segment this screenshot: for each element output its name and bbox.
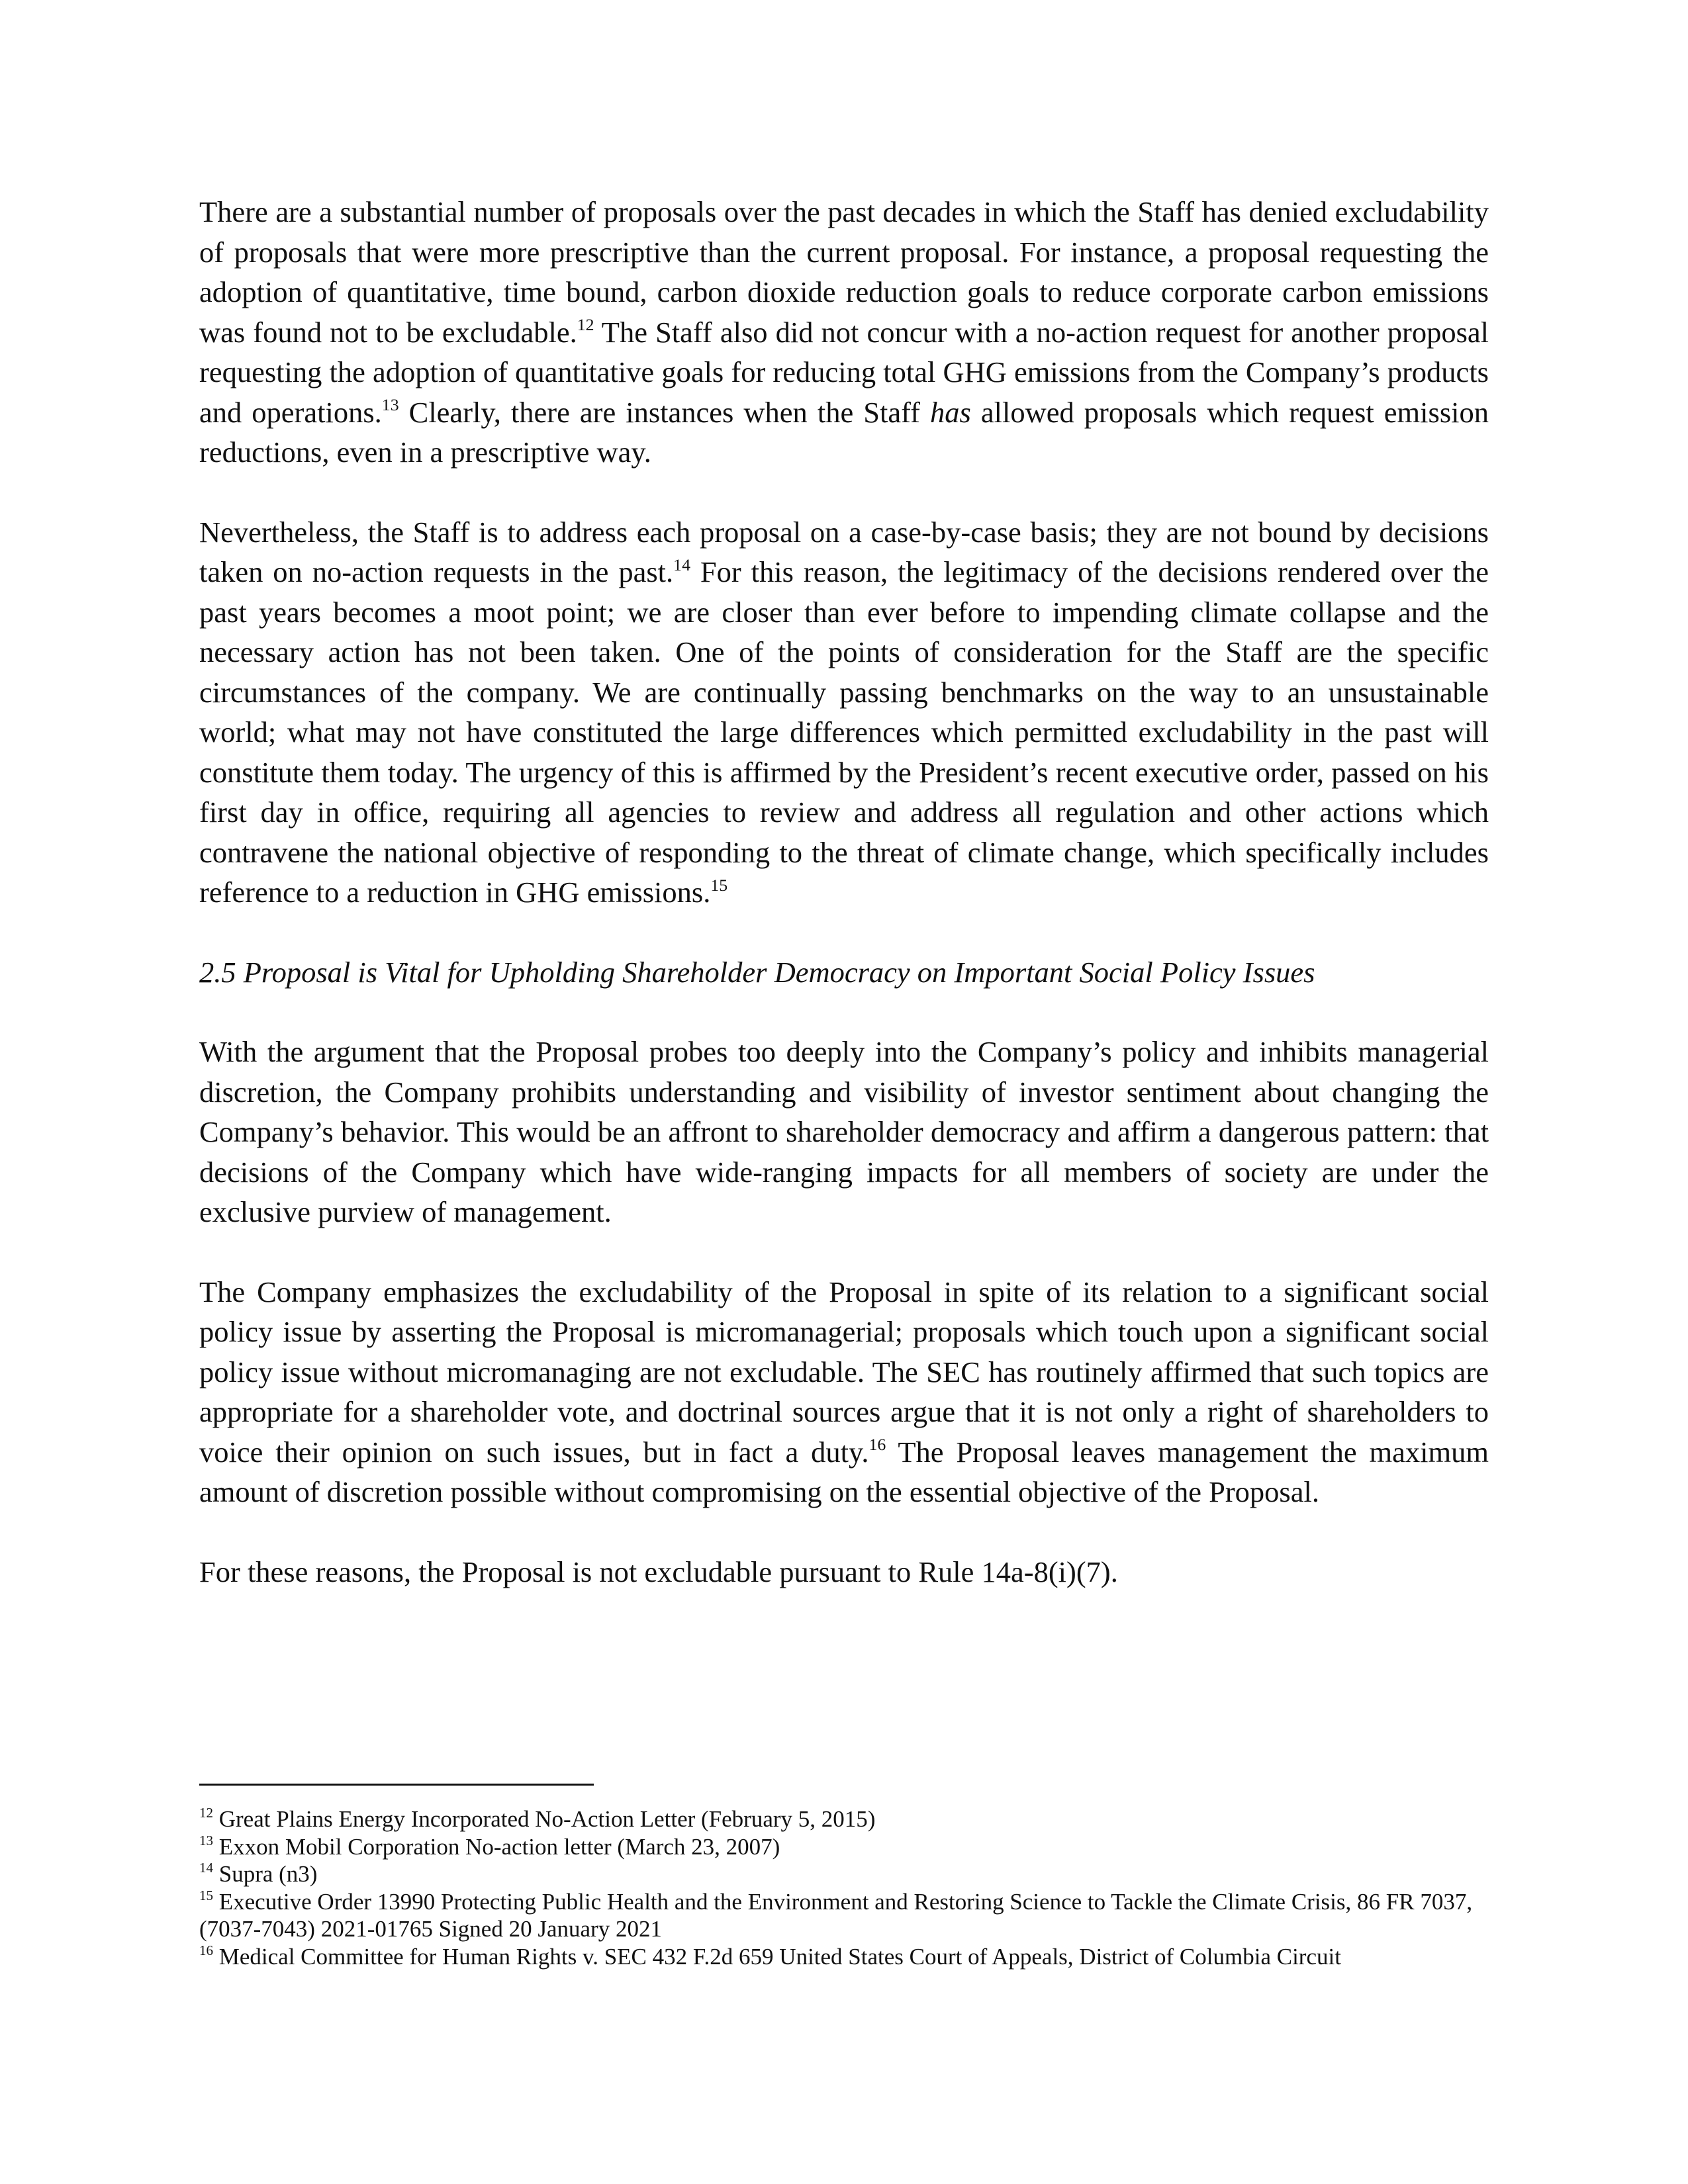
footnote-ref-12: 12 bbox=[577, 315, 594, 335]
document-body bbox=[199, 192, 1489, 1592]
paragraph-text: Nevertheless, the Staff is to address each proposal on a case-by-case basis; they are not bound by decisions taken on no-action requests in the past. bbox=[199, 515, 1489, 588]
paragraph-text: The Proposal leaves management the maximum amount of discretion possible without compromising on the essential objective of the Proposal. bbox=[199, 1435, 1489, 1508]
emphasis-has: has bbox=[930, 395, 971, 429]
footnote-number: 12 bbox=[199, 1805, 213, 1821]
footnote-divider bbox=[199, 1784, 594, 1786]
footnotes-section bbox=[199, 1784, 1489, 1970]
footnote-13 bbox=[199, 1833, 1489, 1861]
paragraph-text: The Company emphasizes the excludability of the Proposal in spite of its relation to a significant social policy issue by asserting the Proposal is micromanagerial; proposals which touch upon a significant social policy issue without micromanaging are not excludable. The SEC has routinely affirmed that such topics are appropriate for a shareholder vote, and doctrinal sources argue that it is not only a right of shareholders to voice their opinion on such issues, but in fact a duty. bbox=[199, 1275, 1489, 1469]
footnote-16 bbox=[199, 1943, 1489, 1971]
paragraph-text: The Staff also did not concur with a no-action request for another proposal requesting the adoption of quantitative goals for reducing total GHG emissions from the Company’s products and operations. bbox=[199, 315, 1489, 429]
footnote-number: 15 bbox=[199, 1887, 213, 1903]
footnote-text: Great Plains Energy Incorporated No-Action Letter (February 5, 2015) bbox=[213, 1806, 876, 1832]
section-heading-2-5: 2.5 Proposal is Vital for Upholding Shareholder Democracy on Important Social Policy Issues bbox=[199, 955, 1315, 989]
footnote-number: 13 bbox=[199, 1832, 213, 1848]
paragraph-shareholder-democracy: With the argument that the Proposal probes too deeply into the Company’s policy and inhibits managerial discretion, the Company prohibits understanding and visibility of investor sentiment about changing the Company’s behavior. This would be an affront to shareholder democracy and affirm a dangerous pattern: that decisions of the Company which have wide-ranging impacts for all members of society are under the exclusive purview of management. bbox=[199, 1035, 1489, 1228]
footnote-12 bbox=[199, 1805, 1489, 1833]
footnote-ref-15: 15 bbox=[710, 875, 728, 895]
footnote-text: Exxon Mobil Corporation No-action letter (March 23, 2007) bbox=[213, 1833, 780, 1860]
paragraph-text: For this reason, the legitimacy of the decisions rendered over the past years becomes a moot point; we are closer than ever before to impending climate collapse and the necessary action has not been taken. One of the points of consideration for the Staff are the specific circumstances of the company. We are continually passing benchmarks on the way to an unsustainable world; what may not have constituted the large differences which permitted excludability in the past will constitute them today. The urgency of this is affirmed by the President’s recent executive order, passed on his first day in office, requiring all agencies to review and address all regulation and other actions which contravene the national objective of responding to the threat of climate change, which specifically includes reference to a reduction in GHG emissions. bbox=[199, 555, 1489, 909]
footnote-ref-14: 14 bbox=[673, 555, 690, 574]
paragraph-prescriptive-proposals bbox=[199, 192, 1489, 473]
footnote-14 bbox=[199, 1860, 1489, 1888]
footnote-text: Supra (n3) bbox=[213, 1861, 318, 1887]
footnote-number: 16 bbox=[199, 1942, 213, 1958]
footnote-text: Medical Committee for Human Rights v. SEC 432 F.2d 659 United States Court of Appeals, District of Columbia Circuit bbox=[213, 1943, 1341, 1970]
footnote-15 bbox=[199, 1888, 1489, 1943]
footnote-ref-13: 13 bbox=[381, 395, 399, 415]
paragraph-text: There are a substantial number of proposals over the past decades in which the Staff has denied excludability of proposals that were more prescriptive than the current proposal. For instance, a proposal requesting the adoption of quantitative, time bound, carbon dioxide reduction goals to reduce corporate carbon emissions was found not to be excludable. bbox=[199, 195, 1489, 349]
footnote-text: Executive Order 13990 Protecting Public Health and the Environment and Restoring Science to Tackle the Climate Crisis, 86 FR 7037, (7037-7043) 2021-01765 Signed 20 January 2021 bbox=[199, 1888, 1473, 1942]
paragraph-case-by-case bbox=[199, 512, 1489, 913]
footnote-ref-16: 16 bbox=[868, 1435, 886, 1455]
paragraph-micromanagerial bbox=[199, 1272, 1489, 1512]
footnote-number: 14 bbox=[199, 1860, 213, 1876]
paragraph-text: Clearly, there are instances when the Staff bbox=[399, 395, 931, 429]
paragraph-text: allowed proposals which request emission reductions, even in a prescriptive way. bbox=[199, 395, 1489, 469]
paragraph-conclusion: For these reasons, the Proposal is not excludable pursuant to Rule 14a-8(i)(7). bbox=[199, 1555, 1118, 1588]
